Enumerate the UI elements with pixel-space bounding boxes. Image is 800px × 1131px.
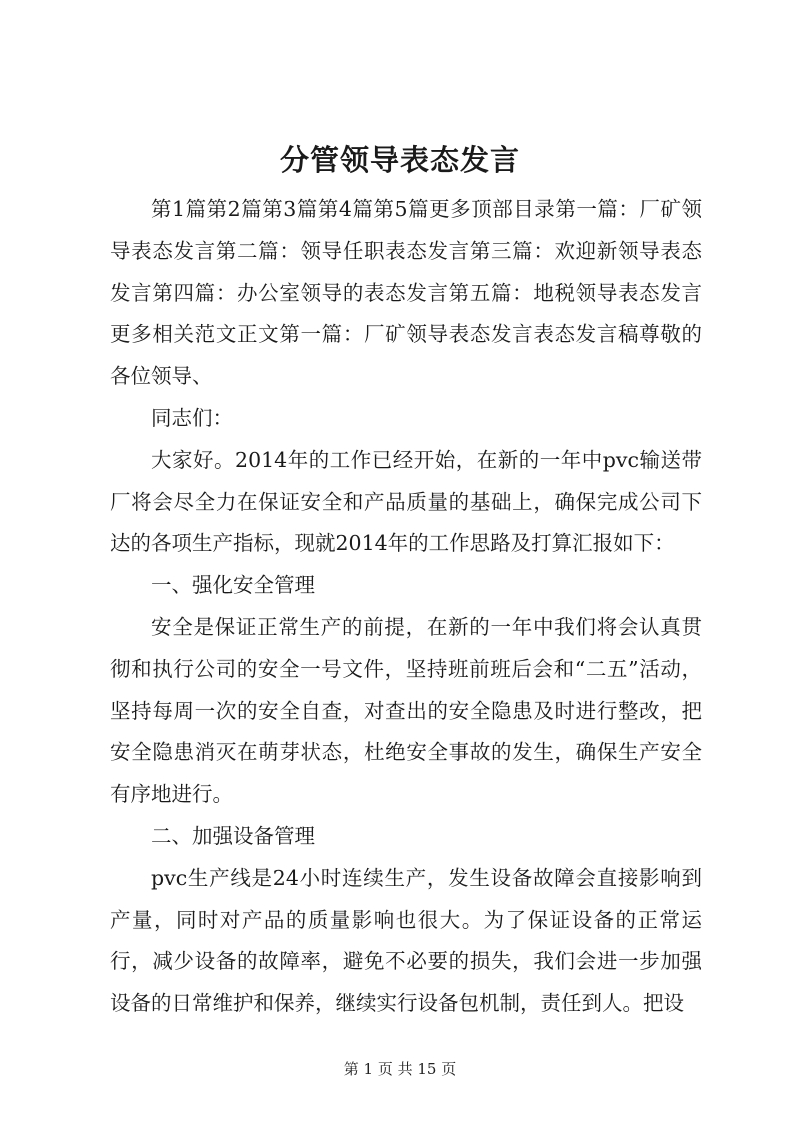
paragraph-safety: 安全是保证正常生产的前提，在新的一年中我们将会认真贯彻和执行公司的安全一号文件，坚持班前班后会和“二五”活动，坚持每周一次的安全自查，对查出的安全隐患及时进行整改，把安全隐患消灭在萌芽状态，杜绝安全事故的发生，确保生产安全有序地进行。 — [110, 614, 702, 807]
section-heading-safety: 一、强化安全管理 — [151, 573, 315, 598]
document-title: 分管领导表态发言 — [279, 143, 520, 177]
page-footer: 第 1 页 共 15 页 — [343, 1060, 457, 1078]
paragraph-intro: 大家好。2014年的工作已经开始，在新的一年中pvc输送带厂将会尽全力在保证安全和产品质量的基础上，确保完成公司下达的各项生产指标，现就2014年的工作思路及打算汇报如下： — [110, 447, 702, 556]
paragraph-toc: 第1篇第2篇第3篇第4篇第5篇更多顶部目录第一篇：厂矿领导表态发言第二篇：领导任职表态发言第三篇：欢迎新领导表态发言第四篇：办公室领导的表态发言第五篇：地税领导表态发言更多相关范文正文第一篇：厂矿领导表态发言表态发言稿尊敬的各位领导、 — [110, 197, 702, 389]
paragraph-greeting: 同志们： — [151, 405, 233, 430]
paragraph-equipment: pvc生产线是24小时连续生产，发生设备故障会直接影响到产量，同时对产品的质量影响也很大。为了保证设备的正常运行，减少设备的故障率，避免不必要的损失，我们会进一步加强设备的日常维护和保养，继续实行设备包机制，责任到人。把设 — [110, 865, 702, 1016]
section-heading-equipment: 二、加强设备管理 — [151, 823, 315, 848]
document-body — [110, 189, 702, 1025]
